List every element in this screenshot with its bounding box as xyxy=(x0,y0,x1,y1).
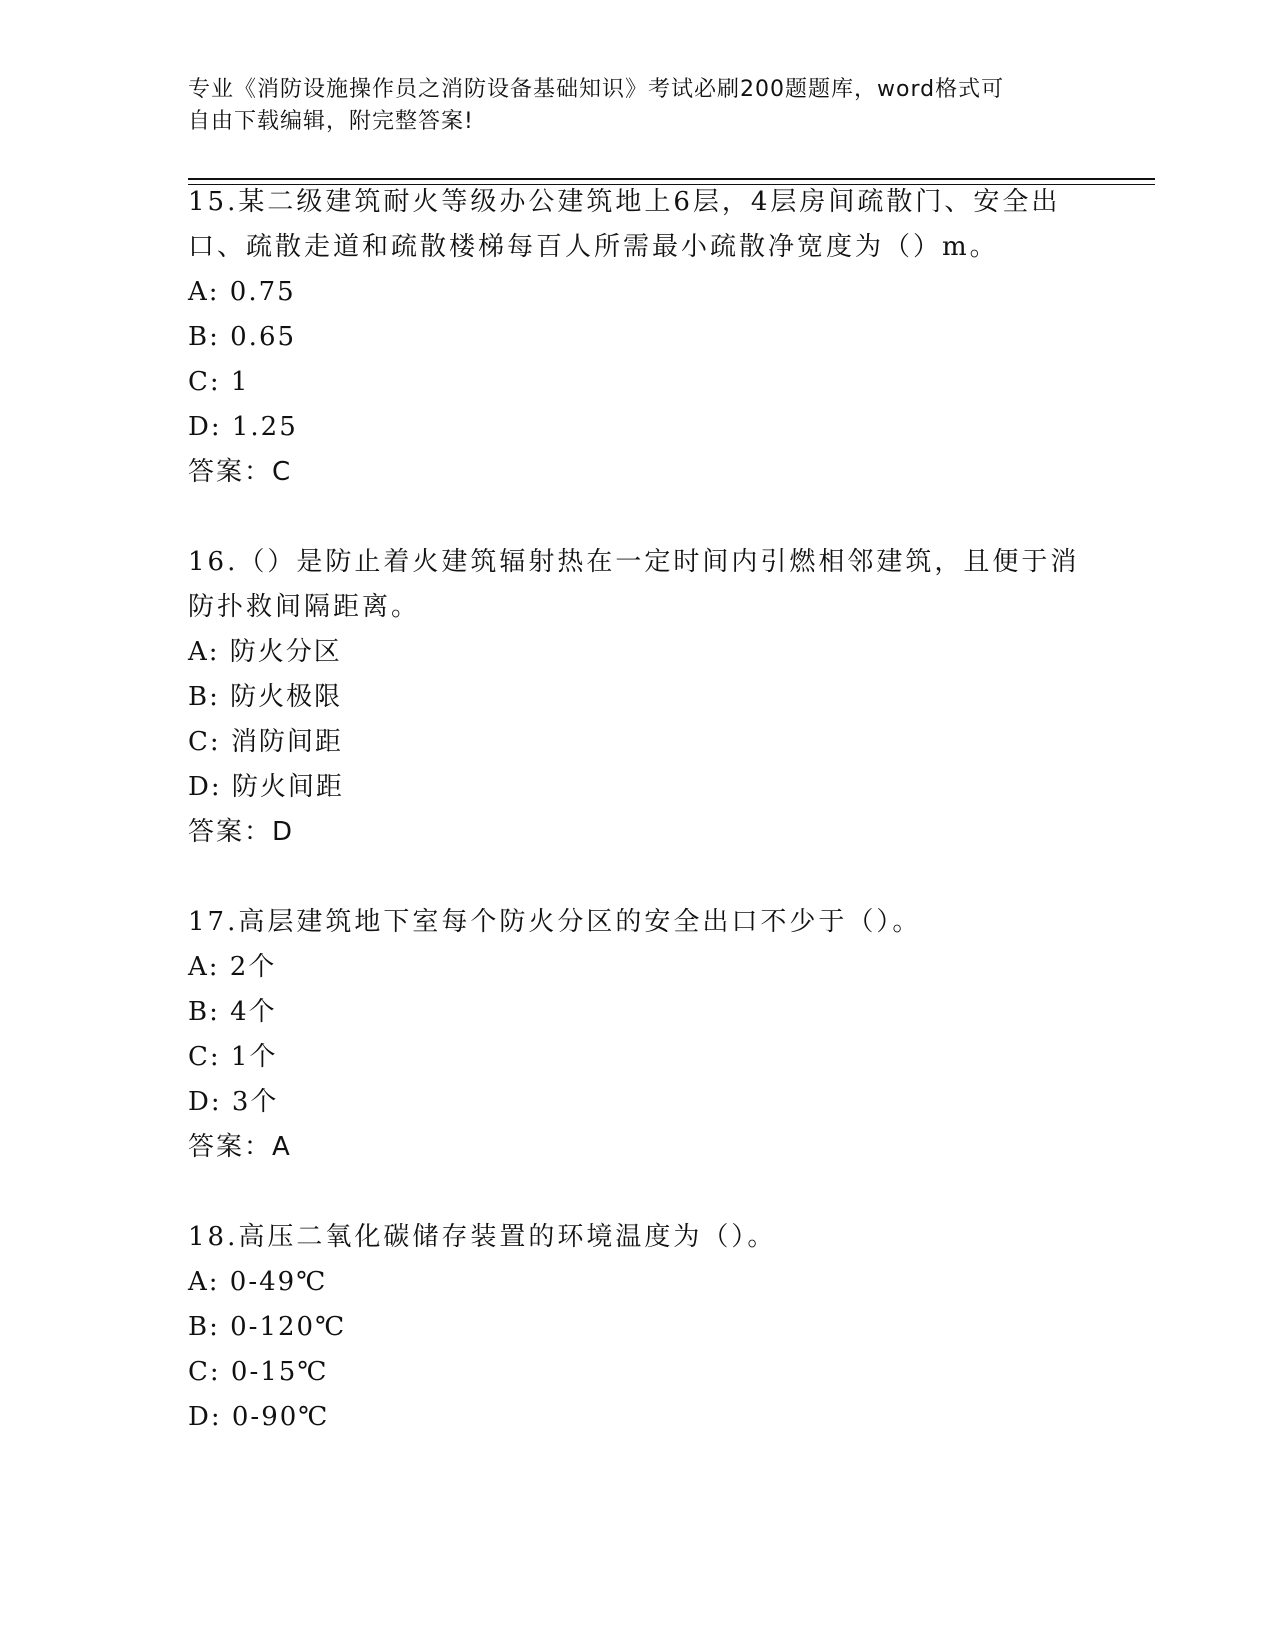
option-d: D: 防火间距 xyxy=(188,772,344,802)
question-stem-line-1: 18.高压二氧化碳储存装置的环境温度为（）。 xyxy=(188,1222,777,1252)
option-c: C: 1个 xyxy=(188,1042,278,1072)
option-d: D: 1.25 xyxy=(188,412,298,442)
question-17 xyxy=(188,900,1088,1170)
option-c: C: 消防间距 xyxy=(188,727,343,757)
option-b: B: 4个 xyxy=(188,997,277,1027)
document-header xyxy=(188,74,1088,138)
option-a: A: 防火分区 xyxy=(188,637,342,667)
question-15 xyxy=(188,180,1088,495)
header-line-1: 专业《消防设施操作员之消防设备基础知识》考试必刷200题题库，word格式可 xyxy=(188,77,1005,102)
option-a: A: 0-49℃ xyxy=(188,1267,328,1297)
answer: 答案：D xyxy=(188,817,295,847)
question-stem-line-2: 口、疏散走道和疏散楼梯每百人所需最小疏散净宽度为（）m。 xyxy=(188,232,999,262)
option-c: C: 0-15℃ xyxy=(188,1357,329,1387)
answer: 答案：C xyxy=(188,457,293,487)
answer: 答案：A xyxy=(188,1132,292,1162)
question-stem-line-1: 16.（）是防止着火建筑辐射热在一定时间内引燃相邻建筑，且便于消 xyxy=(188,547,1080,577)
question-stem-line-1: 15.某二级建筑耐火等级办公建筑地上6层，4层房间疏散门、安全出 xyxy=(188,187,1061,217)
question-16 xyxy=(188,540,1088,855)
option-c: C: 1 xyxy=(188,367,250,397)
question-18 xyxy=(188,1215,1088,1440)
option-b: B: 0.65 xyxy=(188,322,297,352)
option-d: D: 0-90℃ xyxy=(188,1402,330,1432)
option-a: A: 0.75 xyxy=(188,277,296,307)
option-b: B: 0-120℃ xyxy=(188,1312,347,1342)
option-d: D: 3个 xyxy=(188,1087,279,1117)
header-line-2: 自由下载编辑，附完整答案! xyxy=(188,109,474,134)
question-stem-line-2: 防扑救间隔距离。 xyxy=(188,592,421,622)
option-b: B: 防火极限 xyxy=(188,682,343,712)
option-a: A: 2个 xyxy=(188,952,277,982)
question-stem-line-1: 17.高层建筑地下室每个防火分区的安全出口不少于（）。 xyxy=(188,907,922,937)
